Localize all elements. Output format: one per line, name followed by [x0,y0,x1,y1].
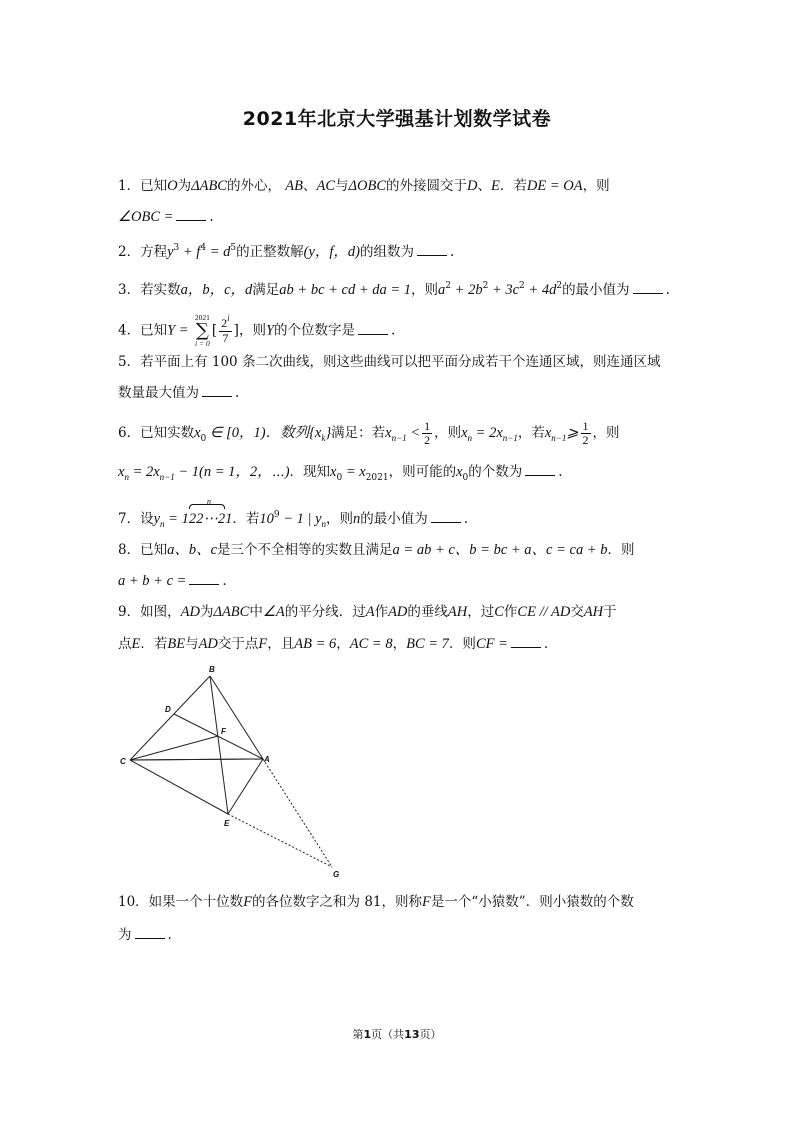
segment-BC [130,676,210,760]
q9-text: 的垂线 [407,604,448,620]
question-8-line-2 [118,571,678,591]
q9-text: 中 [249,604,263,620]
question-1-line-1 [118,176,678,196]
fraction-exponent: i [227,313,230,323]
q3-exponent: 2 [556,281,563,291]
q4-text: 的个位数字是 [274,322,356,339]
q9-math: ∠A [262,604,285,620]
q9-text: ，且 [267,636,295,652]
q1-text: 、 [477,178,492,194]
segment-AE [228,759,263,814]
q2-math: + f [179,244,201,260]
fraction-denominator: 7 [222,331,229,345]
q9-text: ．若 [140,636,168,652]
answer-blank [511,635,541,648]
fraction [219,313,232,345]
q4-text: ，则 [238,322,266,339]
question-5-line-1: 5．若平面上有 100 条二次曲线，则这些曲线可以把平面分成若干个连通区域，则连通区域 [118,354,661,370]
q10-text: . [167,927,172,943]
sigma-icon: ∑ [195,320,209,341]
q1-math: ΔOBC [348,178,387,194]
question-2 [118,242,678,264]
q5-text: 数量最大值为 [118,385,199,401]
q3-text: ，则 [411,282,439,298]
summation [195,314,210,348]
segment-CE [130,760,228,814]
q6-subscript: 2021 [365,473,389,483]
question-8-line-1 [118,540,678,560]
total-pages: 13 [404,1028,420,1041]
segment-EG-dashed [228,814,332,867]
q3-math: + 3c [488,282,520,298]
q3-exponent: 2 [519,281,525,291]
sum-upper-limit: 2021 [194,313,210,322]
q8-math: a、b、c [167,542,218,558]
q6-subscript: 0 [200,434,207,444]
q6-text: 满足：若 [331,425,386,441]
q7-math: y [153,511,161,527]
segment-CF [130,736,218,760]
q6-subscript: n−1 [391,433,407,443]
q8-text: ．则 [607,542,635,558]
answer-blank [431,510,461,523]
q1-text: 与 [335,178,349,194]
answer-blank [417,243,447,256]
q6-math: = 2x [128,464,160,480]
q6-math: {x [309,425,322,441]
q3-exponent: 2 [482,281,489,291]
segment-AG-dashed [263,759,332,867]
q3-math: a [438,282,446,298]
q9-text: ，过 [467,604,495,620]
q9-text: . [543,636,549,652]
question-3 [118,280,678,302]
q10-text: 的各位数字之和为 81，则称 [252,894,423,910]
q6-subscript: 0 [336,473,343,483]
segment-CF-base [130,759,263,760]
q2-math: y [167,244,174,260]
fraction [422,420,432,447]
q2-exponent: 3 [173,243,180,253]
q7-text: ，则 [326,511,354,527]
q7-exponent: 9 [273,510,280,520]
q1-text: 为 [177,178,192,194]
label-A: A [264,755,270,764]
answer-blank [189,572,219,585]
q6-text: ．现知 [289,464,331,480]
q6-subscript: n [467,433,473,443]
q1-math: ∠OBC = [118,209,174,225]
q6-math: x [330,464,337,480]
answer-blank [202,384,232,397]
q9-math: AH [447,604,468,620]
footer-text: 页（共 [371,1028,405,1041]
q1-text: . [209,209,214,225]
q1-text: 的外接圆交于 [386,178,468,194]
q9-text: 作 [374,604,389,620]
answer-blank [525,463,555,476]
q10-text: 为 [118,927,132,943]
geometry-figure [110,658,360,883]
question-9-line-2 [118,634,678,654]
q6-math: x [118,464,125,480]
q3-math: + 2b [451,282,483,298]
answer-blank [176,208,206,221]
q1-text: 、 [303,178,317,194]
q2-text: . [449,244,455,260]
q3-text: 满足 [252,282,280,298]
q2-math: = d [206,244,231,260]
question-1-line-2 [118,207,678,227]
q9-text: 交于点 [217,636,259,652]
sum-lower-limit: i = 0 [195,339,210,348]
q6-math: x [461,425,468,441]
q9-math: C [494,604,504,620]
q3-text: . [665,282,670,298]
fraction-numerator: 1 [424,419,431,433]
overbrace-digits [188,497,226,529]
q7-math: 10 [259,511,274,527]
q3-math: + 4d [524,282,557,298]
label-C: C [120,757,126,766]
q6-text: . [558,464,563,480]
page-footer [0,1026,794,1042]
overbrace-count: n [206,497,211,506]
q4-math: Y [265,322,275,339]
q6-math: = x [342,464,366,480]
question-6-line-1 [118,420,678,447]
fraction [581,420,591,447]
q6-text: 6．已知实数 [118,425,195,441]
footer-text: 第 [352,1028,364,1041]
q3-text: 3．若实数 [118,282,181,298]
q9-math: AD [388,604,408,620]
q8-text: 8．已知 [118,542,168,558]
q6-text: ，则 [592,425,620,441]
q9-math: BC = 7 [406,636,449,652]
q3-math: ab + bc + cd + da = 1 [279,282,412,298]
q2-text: 2．方程 [118,244,168,260]
q1-text: ．若 [499,178,527,194]
q6-math: x [385,425,392,441]
q1-math: E [491,178,500,194]
q6-math: ∈ [0，1)．数列 [206,425,310,441]
q2-text: 的组数为 [359,244,414,260]
answer-blank [358,322,388,335]
answer-blank [633,281,663,294]
q6-text: ，则可能的 [388,464,457,480]
q7-math: 1 [225,511,233,527]
q9-math: AB = 6 [294,636,337,652]
q6-subscript: 0 [462,473,469,483]
q9-text: 与 [185,636,199,652]
q2-math: (y，f，d) [303,244,360,260]
q6-math: x [456,464,463,480]
q6-subscript: n−1 [159,472,175,482]
q2-exponent: 5 [230,243,237,253]
q10-text: 是一个“小猿数”．则小猿数的个数 [430,894,634,910]
q7-math: n [353,511,361,527]
q2-exponent: 4 [200,243,207,253]
q9-math: AC = 8 [349,636,393,652]
page-title: 2021年北京大学强基计划数学试卷 [242,108,552,130]
q9-math: ΔABC [213,604,250,620]
q8-math: a = ab + c、b = bc + a、c = ca + b [392,542,608,558]
q6-subscript: n−1 [502,433,518,443]
q9-text: ．则 [448,636,476,652]
q1-text: ，则 [582,178,610,194]
q5-text: . [235,385,240,401]
q6-math: − 1(n = 1，2，⋯) [174,464,290,480]
q6-math: ⩾ [566,425,579,441]
q4-math: Y = [167,322,189,339]
question-10-line-2 [118,925,678,945]
label-E: E [224,819,230,828]
q7-math: = 1 [164,511,189,527]
q9-math: CF = [475,636,508,652]
q9-math: AH [583,604,604,620]
q7-text: 7．设 [118,511,154,527]
q6-math: x [194,425,201,441]
q9-text: 点 [118,636,132,652]
fraction-numerator: 1 [582,419,589,433]
q10-math: F [243,894,253,910]
label-B: B [209,665,215,674]
q1-text: 1．已知 [118,178,168,194]
page-number: 1 [363,1028,372,1041]
q6-math: } [325,425,332,441]
q1-math: AC [316,178,336,194]
question-6-line-2 [118,462,678,484]
answer-blank [135,926,165,939]
q8-math: a + b + c = [118,573,187,589]
label-F: F [221,727,226,736]
q9-math: CE // AD [517,604,571,620]
q9-text: 为 [199,604,214,620]
q4-text: 4．已知 [118,322,168,339]
q1-math: ΔABC [191,178,227,194]
q9-text: ， [336,636,350,652]
q9-math: AD [198,636,218,652]
q9-text: 交 [570,604,584,620]
segment-DA [174,714,263,759]
q6-subscript: n−1 [551,433,567,443]
q9-text: ， [392,636,407,652]
q1-math: O [167,178,178,194]
question-9-line-1 [118,602,678,622]
q8-text: . [222,573,227,589]
question-7 [118,497,678,531]
q9-text: 的平分线．过 [284,604,366,620]
q6-math: < [406,425,421,441]
fraction-base: 2 [221,316,228,330]
q6-text: 的个数为 [468,464,523,480]
q9-math: BE [167,636,186,652]
q9-math: AD [180,604,200,620]
q3-math: a，b，c，d [180,282,253,298]
q7-subscript: n [321,519,327,529]
question-10-line-1 [118,892,678,912]
fraction-denominator: 2 [582,433,589,447]
fraction-denominator: 2 [424,433,431,447]
q4-text: . [391,322,396,339]
q3-text: 的最小值为 [562,282,630,298]
q9-text: 9．如图， [118,604,181,620]
q7-text: ．若 [232,511,260,527]
label-G: G [333,870,340,879]
q6-text: ，则 [434,425,462,441]
q6-math: x [544,425,552,441]
q4-text: [ [211,322,218,339]
segment-BA [210,676,263,759]
q9-math: E [131,636,141,652]
q8-text: 是三个不全相等的实数且满足 [217,542,393,558]
question-4 [118,314,678,348]
q2-text: 的正整数解 [236,244,304,260]
q7-math: − 1 | y [279,511,322,527]
q3-exponent: 2 [445,281,452,291]
segment-BE [210,676,228,814]
q6-subscript: k [321,433,326,443]
q9-text: 作 [503,604,518,620]
q1-math: AB [285,178,303,194]
q6-subscript: n [124,472,129,482]
q9-text: 于 [603,604,617,620]
q4-text: ] [233,322,239,339]
q1-math: DE = OA [526,178,583,194]
q7-subscript: n [160,519,165,529]
q6-text: ，若 [517,425,545,441]
q9-math: F [258,636,268,652]
footer-text: 页） [419,1028,442,1041]
q10-math: F [422,894,431,910]
q1-math: D [467,178,478,194]
label-D: D [165,705,171,714]
repeated-digits: 22⋯2 [188,511,226,527]
q7-text: . [463,511,469,527]
q6-math: = 2x [472,425,503,441]
q7-text: 的最小值为 [360,511,428,527]
q1-text: 的外心， [226,178,281,194]
q10-text: 10．如果一个十位数 [118,894,244,910]
question-5-line-2 [118,383,678,403]
q9-math: A [365,604,375,620]
